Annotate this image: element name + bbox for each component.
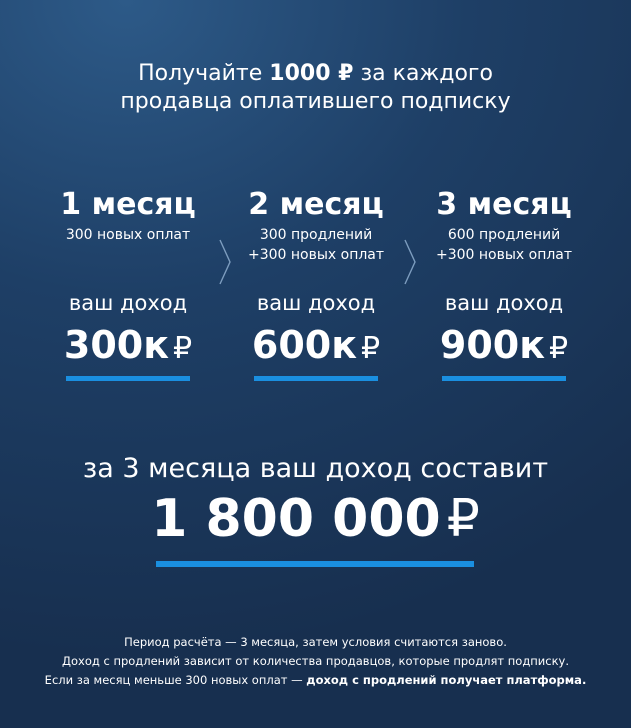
accent-underline [254, 376, 378, 381]
footnote [0, 633, 631, 690]
month-title: 1 месяц [60, 187, 196, 222]
month-title: 3 месяц [436, 187, 572, 222]
headline-amount: 1000 ₽ [269, 61, 354, 86]
income-value: 900к ₽ [439, 323, 569, 367]
income-value: 600к ₽ [251, 323, 381, 367]
month-column-1 [28, 186, 228, 367]
month-title: 2 месяц [248, 187, 384, 222]
currency-sign: ₽ [549, 331, 569, 366]
income-label: ваш доход [256, 291, 376, 315]
currency-sign: ₽ [361, 331, 381, 366]
accent-underline [442, 376, 566, 381]
month-detail-line: 300 новых оплат [65, 227, 191, 243]
month-details [28, 225, 228, 267]
month-detail-line: +300 новых оплат [247, 247, 385, 263]
month-column-3 [404, 186, 604, 367]
month-detail-line: 600 продлений [447, 227, 561, 243]
month-details [216, 225, 416, 267]
footnote-line-2: Доход с продлений зависит от количества продавцов, которые продлят подписку. [62, 654, 569, 668]
footnote-emphasis: доход с продлений получает платформа. [306, 673, 587, 687]
currency-sign: ₽ [446, 489, 480, 549]
month-detail-line: +300 новых оплат [435, 247, 573, 263]
income-label: ваш доход [444, 291, 564, 315]
month-details [404, 225, 604, 267]
footnote-line-3: Если за месяц меньше 300 новых оплат — доход с продлений получает платформа. [44, 673, 587, 687]
accent-underline [66, 376, 190, 381]
footnote-line-1: Период расчёта — 3 месяца, затем условия считаются заново. [124, 635, 507, 649]
income-label: ваш доход [68, 291, 188, 315]
month-column-2 [216, 186, 416, 367]
currency-sign: ₽ [173, 331, 193, 366]
total-income-label: за 3 месяца ваш доход составит [82, 453, 549, 484]
headline [0, 60, 631, 116]
month-detail-line: 300 продлений [259, 227, 373, 243]
total-accent-underline [156, 561, 474, 567]
headline-line-2: продавца оплатившего подписку [120, 89, 511, 114]
headline-line-1: Получайте 1000 ₽ за каждого [138, 61, 493, 86]
income-value: 300к ₽ [63, 323, 193, 367]
total-income-value: 1 800 000 ₽ [151, 489, 480, 549]
